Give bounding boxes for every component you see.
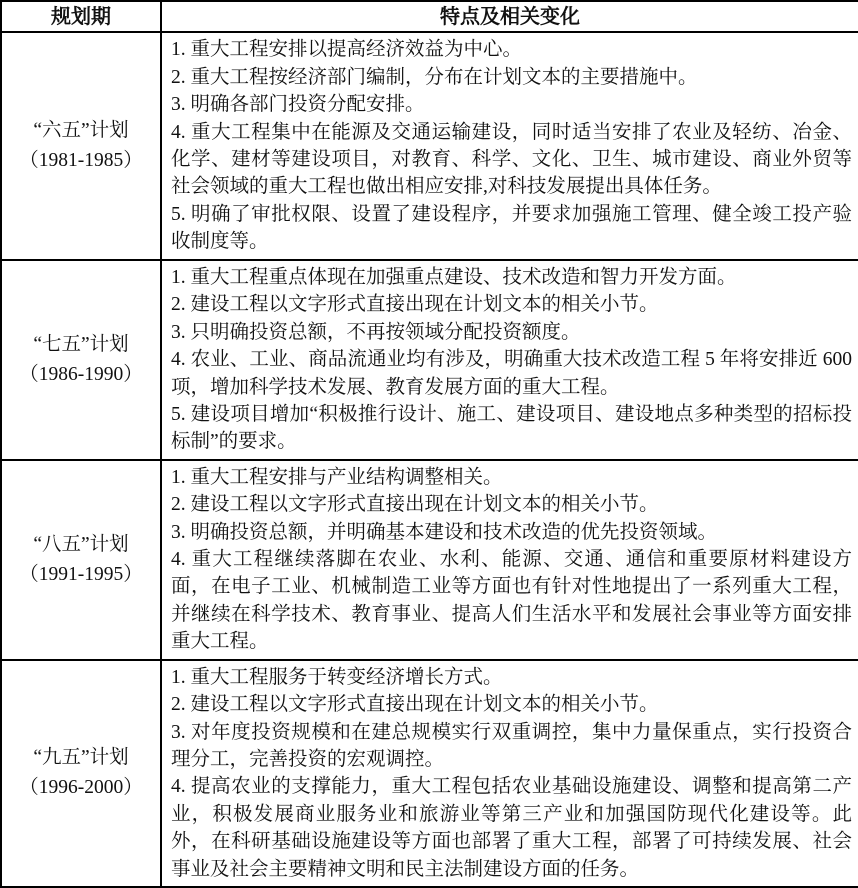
features-cell — [161, 260, 858, 460]
period-name: “八五”计划 — [33, 533, 129, 555]
feature-item: 1. 重大工程安排与产业结构调整相关。 — [171, 466, 503, 488]
period-name: “九五”计划 — [33, 747, 129, 769]
feature-item: 2. 建设工程以文字形式直接出现在计划文本的相关小节。 — [171, 694, 659, 716]
header-cell-features: 特点及相关变化 — [161, 1, 858, 32]
features-cell — [161, 660, 858, 887]
table-row — [1, 460, 858, 660]
period-cell — [1, 32, 161, 260]
feature-item: 4. 重大工程继续落脚在农业、水利、能源、交通、通信和重要原材料建设方面，在电子工业、机械制造工业等方面也有针对性地提出了一系列重大工程，并继续在科学技术、教育事业、提高人们生活水平和发展社会事业等方面安排重大工程。 — [171, 549, 852, 653]
header-cell-period: 规划期 — [1, 1, 161, 32]
feature-item: 4. 重大工程集中在能源及交通运输建设，同时适当安排了农业及轻纺、冶金、化学、建材等建设项目，对教育、科学、文化、卫生、城市建设、商业外贸等社会领域的重大工程也做出相应安排,对科技发展提出具体任务。 — [171, 121, 852, 198]
period-name: “七五”计划 — [33, 333, 129, 355]
feature-item: 3. 明确投资总额，并明确基本建设和技术改造的优先投资领域。 — [171, 521, 718, 543]
feature-item: 2. 建设工程以文字形式直接出现在计划文本的相关小节。 — [171, 294, 659, 316]
period-years: （1991-1995） — [19, 563, 143, 585]
feature-item: 1. 重大工程重点体现在加强重点建设、技术改造和智力开发方面。 — [171, 267, 737, 288]
period-years: （1981-1985） — [19, 150, 143, 171]
table-row — [1, 260, 858, 460]
feature-item: 3. 对年度投资规模和在建总规模实行双重调控，集中力量保重点，实行投资合理分工，完善投资的宏观调控。 — [171, 721, 852, 770]
period-cell — [1, 460, 161, 660]
feature-item: 5. 建设项目增加“积极推行设计、施工、建设项目、建设地点多种类型的招标投标制”的要求。 — [171, 404, 852, 453]
feature-item: 5. 明确了审批权限、设置了建设程序，并要求加强施工管理、健全竣工投产验收制度等。 — [171, 203, 852, 253]
period-cell — [1, 660, 161, 887]
feature-item: 3. 只明确投资总额，不再按领域分配投资额度。 — [171, 321, 581, 343]
table-row — [1, 32, 858, 260]
features-cell — [161, 32, 858, 260]
period-name: “六五”计划 — [33, 120, 129, 141]
period-years: （1996-2000） — [19, 777, 143, 799]
feature-item: 4. 农业、工业、商品流通业均有涉及，明确重大技术改造工程 5 年将安排近 600 项，增加科学技术发展、教育发展方面的重大工程。 — [171, 349, 852, 398]
feature-item: 2. 重大工程按经济部门编制，分布在计划文本的主要措施中。 — [171, 66, 698, 88]
feature-item: 1. 重大工程安排以提高经济效益为中心。 — [171, 39, 523, 61]
table-row — [1, 660, 858, 887]
feature-item: 2. 建设工程以文字形式直接出现在计划文本的相关小节。 — [171, 494, 659, 516]
features-cell — [161, 460, 858, 660]
feature-item: 4. 提高农业的支撑能力，重大工程包括农业基础设施建设、调整和提高第二产业，积极发展商业服务业和旅游业等第三产业和加强国防现代化建设等。此外，在科研基础设施建设等方面也部署了重大工程，部署了可持续发展、社会事业及社会主要精神文明和民主法制建设方面的任务。 — [171, 776, 852, 880]
period-cell — [1, 260, 161, 460]
feature-item: 3. 明确各部门投资分配安排。 — [171, 94, 425, 116]
period-years: （1986-1990） — [19, 363, 143, 385]
header-row — [1, 1, 858, 32]
feature-item: 1. 重大工程服务于转变经济增长方式。 — [171, 666, 503, 688]
